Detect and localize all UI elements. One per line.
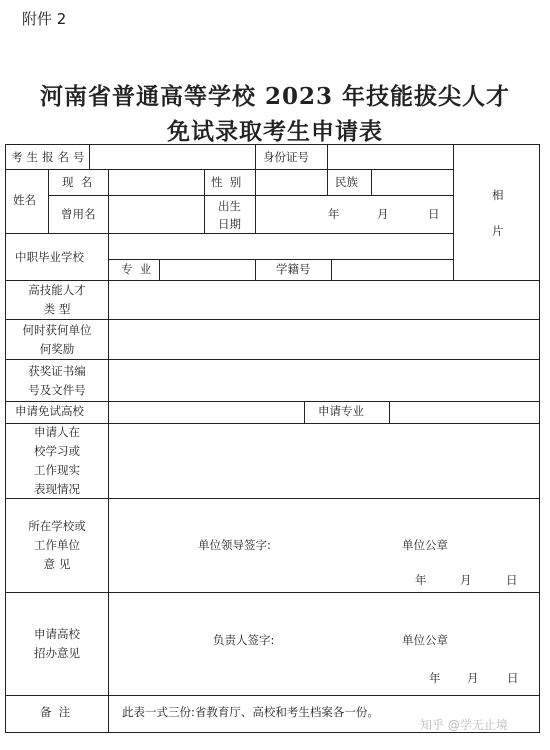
apply-school-label: 申请免试高校	[15, 404, 84, 418]
gender-label: 性 别	[211, 175, 242, 189]
attachment-label: 附件 2	[22, 10, 67, 28]
school-field[interactable]	[108, 233, 454, 260]
person-sign-label: 负责人签字:	[213, 633, 275, 647]
watermark-text: 知乎 @学无止境	[420, 718, 508, 732]
college-year-label: 年	[429, 671, 441, 685]
school-label: 中职毕业学校	[15, 250, 84, 264]
college-opinion-label: 申请高校 招办意见	[34, 627, 80, 660]
gender-field[interactable]	[255, 169, 328, 196]
birth-label-2: 日期	[218, 217, 241, 231]
cert-label: 获奖证书编 号及文件号	[28, 364, 86, 397]
current-name-field[interactable]	[108, 169, 205, 196]
award-label: 何时获何单位 何奖励	[22, 323, 92, 356]
leader-sign-label: 单位领导签字:	[198, 538, 271, 552]
ethnicity-label: 民族	[335, 175, 358, 189]
unit-day-label: 日	[506, 573, 518, 587]
student-no-field[interactable]	[331, 259, 454, 281]
unit-month-label: 月	[460, 573, 472, 587]
exam-no-field[interactable]	[89, 144, 256, 170]
performance-label: 申请人在 校学习或 工作现实 表现情况	[34, 425, 80, 496]
photo-label-1: 相	[492, 188, 504, 202]
major-label: 专 业	[121, 262, 152, 276]
talent-type-label: 高技能人才 类 型	[28, 283, 86, 316]
exam-no-label: 考生报名号	[11, 150, 89, 164]
ethnicity-field[interactable]	[371, 169, 454, 196]
birth-label-1: 出生	[218, 199, 241, 213]
birth-date-field[interactable]	[255, 195, 454, 234]
cert-field[interactable]	[108, 359, 540, 402]
photo-cell	[453, 144, 540, 281]
college-day-label: 日	[507, 671, 519, 685]
photo-label-2: 片	[492, 224, 504, 238]
apply-major-field[interactable]	[389, 401, 540, 424]
performance-field[interactable]	[108, 423, 540, 499]
unit-opinion-field[interactable]	[108, 498, 540, 593]
major-field[interactable]	[159, 259, 256, 281]
unit-year-label: 年	[415, 573, 427, 587]
birth-day-label: 日	[428, 207, 440, 221]
current-name-label: 现 名	[62, 175, 93, 189]
remark-label: 备 注	[40, 705, 71, 719]
birth-year-label: 年	[328, 207, 340, 221]
birth-month-label: 月	[377, 207, 389, 221]
name-label: 姓名	[13, 193, 36, 207]
former-name-field[interactable]	[108, 195, 205, 234]
apply-major-label: 申请专业	[318, 404, 364, 418]
former-name-label: 曾用名	[61, 207, 96, 221]
talent-type-field[interactable]	[108, 280, 540, 320]
id-no-label: 身份证号	[263, 150, 309, 164]
unit-opinion-label: 所在学校或 工作单位 意 见	[28, 519, 86, 571]
unit-seal-label-1: 单位公章	[402, 538, 448, 552]
remark-text: 此表一式三份:省教育厅、高校和考生档案各一份。	[122, 705, 379, 719]
unit-seal-label-2: 单位公章	[402, 633, 448, 647]
award-field[interactable]	[108, 319, 540, 360]
student-no-label: 学籍号	[276, 262, 311, 276]
form-title-line1: 河南省普通高等学校 2023 年技能拔尖人才	[39, 83, 511, 110]
id-no-field[interactable]	[327, 144, 454, 170]
apply-school-field[interactable]	[108, 401, 305, 424]
form-title-line2: 免试录取考生申请表	[167, 118, 383, 145]
application-form-table	[5, 144, 540, 733]
college-month-label: 月	[467, 671, 479, 685]
